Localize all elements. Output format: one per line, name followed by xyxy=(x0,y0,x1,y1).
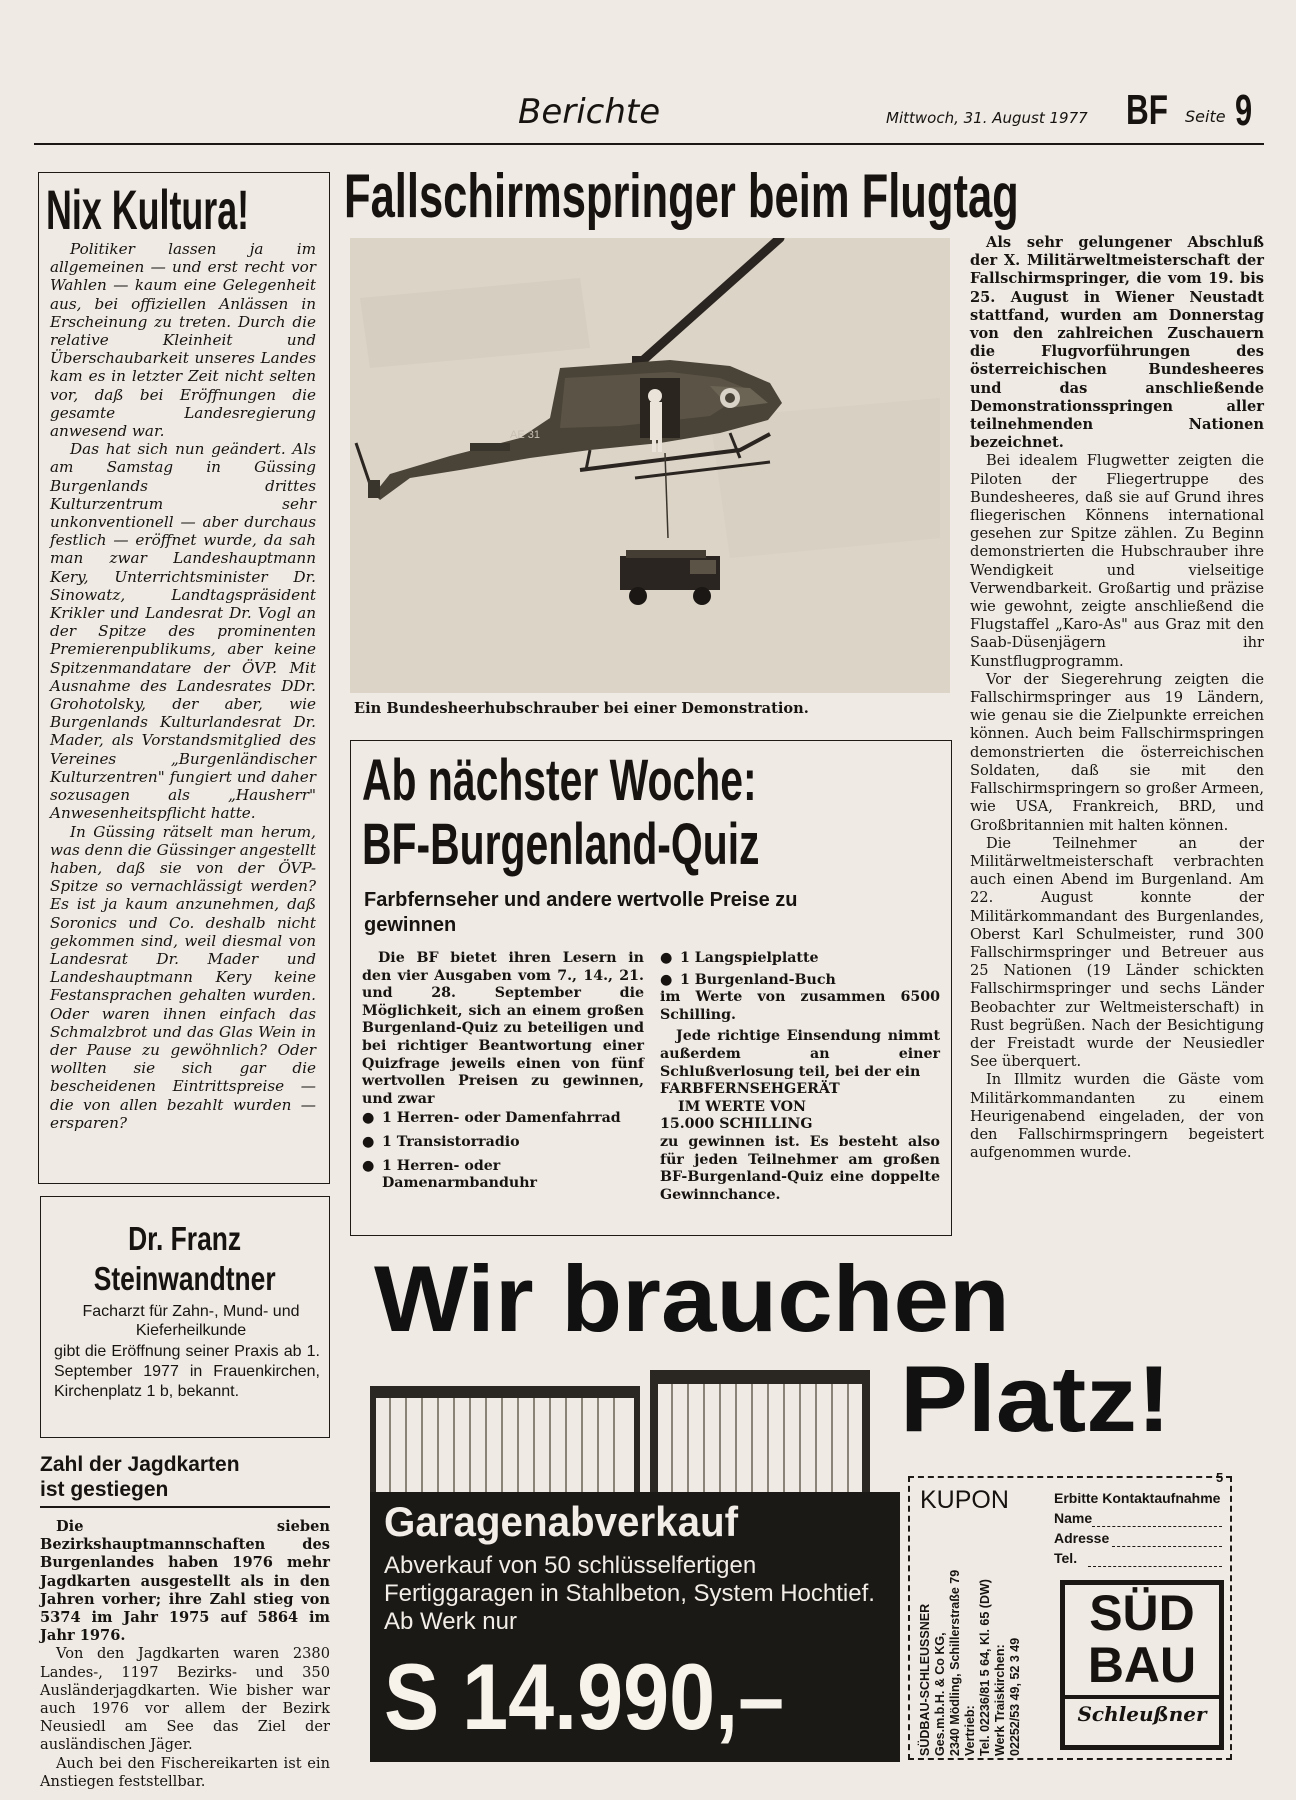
prize-label: 1 Transistorradio xyxy=(382,1133,520,1150)
jagd-title-line2: ist gestiegen xyxy=(40,1478,169,1501)
logo-line: BAU xyxy=(1087,1637,1197,1693)
quiz-right-text: zu gewinnen ist. Es besteht also für jeden Teilnehmer am großen BF-Burgenland-Quiz eine doppelte Gewinnchance. xyxy=(660,1133,940,1203)
address-line: Tel. 02236/81 5 64, Kl. 65 (DW) xyxy=(978,1579,992,1756)
address-line: 02252/53 49, 52 3 49 xyxy=(1008,1637,1022,1756)
bullet-icon: ● xyxy=(362,1133,375,1150)
quiz-intro: Die BF bietet ihren Lesern in den vier Ausgaben vom 7., 14., 21. und 28. September die Möglichkeit, sich an einem großen Burgenland-Quiz zu beteiligen und bei richtiger Beantwortung einer Quizfrage jeweils einen von fünf wertvollen Preisen zu gewinnen, und zwar xyxy=(362,950,644,1107)
flugtag-paragraph: Bei idealem Flugwetter zeigten die Piloten der Fliegertruppe des Bundesheeres, daß sie auf Grund ihres fliegerischen Könnens international gesehen zur Spitze zählen. Zu Beginn demonstrierten die Hubschrauber ihre Wendigkeit und vielseitige Verwendbarkeit. Großartig und präzise wie gewohnt, zeigte anschließend die Flugstaffel „Karo-As" aus Graz mit den Saab-Düsenjägern ihr Kunstflugprogramm. xyxy=(970,452,1264,670)
jagd-rule xyxy=(40,1506,330,1508)
page-number: 9 xyxy=(1235,86,1253,135)
newspaper-logo: BF xyxy=(1126,86,1168,133)
bullet-icon: ● xyxy=(362,1157,375,1174)
prize-label: 1 Herren- oder Damenarmbanduhr xyxy=(382,1157,537,1192)
kupon-field: Erbitte Kontaktaufnahme xyxy=(1054,1490,1221,1506)
doctor-name-line2: Steinwandtner xyxy=(94,1260,276,1297)
prize-label: 1 Langspielplatte xyxy=(680,950,819,966)
issue-date: Mittwoch, 31. August 1977 xyxy=(886,109,1088,127)
doctor-specialty: Facharzt für Zahn-, Mund- und Kieferheilkunde xyxy=(82,1303,300,1339)
address-line: Vertrieb: xyxy=(963,1705,977,1756)
prize-label: 1 Burgenland-Buch xyxy=(680,971,836,988)
logo-line: SÜD xyxy=(1089,1585,1195,1641)
company-address xyxy=(918,1570,1023,1756)
ad-headline-1: Wir brauchen xyxy=(374,1246,1010,1351)
jagd-lead: Die sieben Bezirkshauptmannschaften des Burgenlandes haben 1976 mehr Jagdkarten ausgestellt als in den Jahren vorher; ihre Zahl stieg von 5374 im Jahr 1975 auf 5864 im Jahr 1976. xyxy=(40,1518,330,1645)
quiz-subhead: Farbfernseher und andere wertvolle Preise zu gewinnen xyxy=(364,889,798,936)
flugtag-lead: Als sehr gelungener Abschluß der X. Militärweltmeisterschaft der Fallschirmspringer, die vom 19. bis 25. August in Wiener Neustadt stattfand, wurden am Donnerstag von den zahlreichen Zuschauern die Flugvorführungen des österreichischen Bundesheeres und das anschließende Demonstrationsspringen aller teilnehmenden Nationen bezeichnet. xyxy=(970,234,1264,452)
helicopter-photo xyxy=(350,238,950,693)
kupon-field: Adresse xyxy=(1054,1530,1110,1546)
kultura-paragraph: Politiker lassen ja im allgemeinen — und erst recht vor Wahlen — kaum eine Gelegenheit aus, bei offiziellen Anlässen in Erscheinung zu treten. Durch die relative Kleinheit und Überschaubarkeit unseres Landes kam es in letzter Zeit nicht selten vor, daß bei Eröffnungen die gesamte Landesregierung anwesend war. xyxy=(50,240,316,441)
ad-price: S 14.990,– xyxy=(384,1644,785,1749)
kultura-paragraph: In Güssing rätselt man herum, was denn die Güssinger angestellt haben, daß sie von der ÖVP-Spitze so vernachlässigt werden? Es ist ja kaum anzunehmen, daß Soronics und Co. deshalb nicht gekommen sind, weil diesmal von Landesrat Dr. Mader und Landeshauptmann Kery keine Festansprachen gehalten wurden. Oder waren ihnen einfach das Schmalzbrot und das Glas Wein in der Pause zu gewöhnlich? Oder wollten sie sich gar die bescheidenen Eintrittspreise — die von allen bezahlt wurden — ersparen? xyxy=(50,822,316,1132)
suedbau-logo xyxy=(1060,1580,1224,1750)
jagd-body xyxy=(40,1518,330,1791)
doctor-name-line1: Dr. Franz xyxy=(128,1220,242,1257)
jagd-paragraph: Von den Jagdkarten waren 2380 Landes-, 1197 Bezirks- und 350 Ausländerjagdkarten. Wie bisher war auch 1976 vor allem der Bezirk Neusiedl am See das Ziel der ausländischen Jäger. xyxy=(40,1645,330,1754)
address-line: 2340 Mödling, Schillerstraße 79 xyxy=(948,1569,962,1756)
prize-item xyxy=(660,972,940,990)
jagd-title-line1: Zahl der Jagdkarten xyxy=(40,1453,240,1476)
prize-item xyxy=(660,950,940,968)
bullet-icon: ● xyxy=(362,1110,375,1127)
kupon-field: Tel. xyxy=(1054,1550,1078,1566)
address-line: Werk Traiskirchen: xyxy=(993,1644,1007,1756)
quiz-headline-1: Ab nächster Woche: xyxy=(362,748,757,813)
prize-item xyxy=(362,1158,644,1193)
svg-text:AE 31: AE 31 xyxy=(510,429,540,441)
quiz-left-column xyxy=(362,950,644,1193)
kupon-write-line xyxy=(1112,1546,1222,1547)
address-line: SÜDBAU-SCHLEUSSNER xyxy=(918,1603,932,1756)
section-title: Berichte xyxy=(518,92,661,132)
garage-icon xyxy=(370,1370,890,1496)
jagd-title xyxy=(40,1452,240,1502)
ad-headline-2: Platz! xyxy=(900,1346,1171,1451)
quiz-right-column xyxy=(660,950,940,1204)
kultura-body xyxy=(50,240,316,1132)
quiz-right-text: Jede richtige Einsendung nimmt außerdem an einer Schlußverlosung teil, bei der ein xyxy=(660,1028,940,1080)
page-label: Seite xyxy=(1185,107,1226,126)
logo-script: Schleußner xyxy=(1065,1695,1219,1729)
main-prize: 15.000 SCHILLING xyxy=(660,1116,813,1133)
kupon-title: KUPON xyxy=(920,1486,1009,1514)
jagd-paragraph: Auch bei den Fischereikarten ist ein Anstiegen feststellbar. xyxy=(40,1754,330,1790)
flugtag-paragraph: Vor der Siegerehrung zeigten die Fallschirmspringer aus 19 Ländern, wie genau sie die Zielpunkte erreichen können. Auch beim Fallschirmspringen demonstrierten die österreichischen Soldaten, daß sie mit den Fallschirmspringern so großer Armeen, wie USA, Frankreich, BRD, und Großbritannien mit halten können. xyxy=(970,670,1264,834)
kupon-field: Name xyxy=(1054,1510,1093,1526)
flugtag-paragraph: Die Teilnehmer an der Militärweltmeisterschaft verbrachten auch einen Abend im Burgenland. Am 22. August konnte der Militärkommandant des Burgenlandes, Oberst Karl Schulmeister, rund 300 Fallschirmspringer und Betreuer aus 25 Nationen (19 Länder schickten Fallschirmspringer und sechs Länder Beobachter zur Weltmeisterschaft) in Rust begrüßen. Nach der Besichtigung der Freistadt wurde der Neusiedler See überquert. xyxy=(970,834,1264,1071)
bullet-icon: ● xyxy=(660,950,673,966)
doctor-name xyxy=(40,1222,330,1255)
kultura-paragraph: Das hat sich nun geändert. Als am Samstag in Güssing Burgenlands drittes Kulturzentrum sehr unkonventionell — aber durchaus festlich — eröffnet wurde, da sah man zwar Landeshauptmann Kery, Unterrichtsminister Dr. Sinowatz, Landtagspräsident Krikler und Landesrat Dr. Vogl an der Spitze des prominenten Premierenpublikums, aber keine Spitzenmandatare der ÖVP. Mit Ausnahme des Landesrates DDr. Grohotolsky, der aber, wie Burgenlands Kulturlandesrat Dr. Mader, als Vorstandsmitglied des Vereines „Burgenländischer Kulturzentren" fungiert und daher sozusagen als „Hausherr" Anwesenheitspflicht hatte. xyxy=(50,440,316,823)
flugtag-headline: Fallschirmspringer beim Flugtag xyxy=(344,162,1019,231)
doctor-text: gibt die Eröffnung seiner Praxis ab 1. September 1977 in Frauenkirchen, Kirchenplatz 1 b, bekannt. xyxy=(54,1343,320,1400)
ad-description: Abverkauf von 50 schlüsselfertigen Fertiggaragen in Stahlbeton, System Hochtief. Ab Werk nur xyxy=(384,1552,875,1635)
main-prize: FARBFERNSEHGERÄT xyxy=(660,1081,840,1098)
prize-item xyxy=(362,1134,644,1152)
main-prize: IM WERTE VON xyxy=(678,1098,806,1115)
address-line: Ges.m.b.H. & Co KG, xyxy=(933,1632,947,1756)
kultura-title: Nix Kultura! xyxy=(46,178,250,241)
kupon-write-line xyxy=(1092,1526,1222,1527)
prize-item xyxy=(362,1110,644,1128)
header-rule xyxy=(34,143,1264,145)
kupon-write-line xyxy=(1088,1566,1222,1567)
ad-banner: Garagenabverkauf xyxy=(384,1498,739,1545)
garage-illustration xyxy=(370,1370,890,1496)
quiz-headline-2: BF-Burgenland-Quiz xyxy=(362,812,760,877)
quiz-right-text: im Werte von zusammen 6500 Schilling. xyxy=(660,989,940,1023)
kupon-number: 5 xyxy=(1216,1470,1224,1485)
photo-caption: Ein Bundesheerhubschrauber bei einer Demonstration. xyxy=(354,700,809,717)
helicopter-image xyxy=(350,238,950,693)
prize-label: 1 Herren- oder Damenfahrrad xyxy=(382,1110,621,1127)
kupon-fields xyxy=(1054,1488,1220,1568)
flugtag-body xyxy=(970,234,1264,1162)
doctor-surname xyxy=(40,1262,330,1295)
flugtag-paragraph: In Illmitz wurden die Gäste vom Militärkommandanten zu einem Heurigenabend eingeladen, der von den Fallschirmspringern begeistert aufgenommen wurde. xyxy=(970,1071,1264,1162)
bullet-icon: ● xyxy=(660,971,673,988)
